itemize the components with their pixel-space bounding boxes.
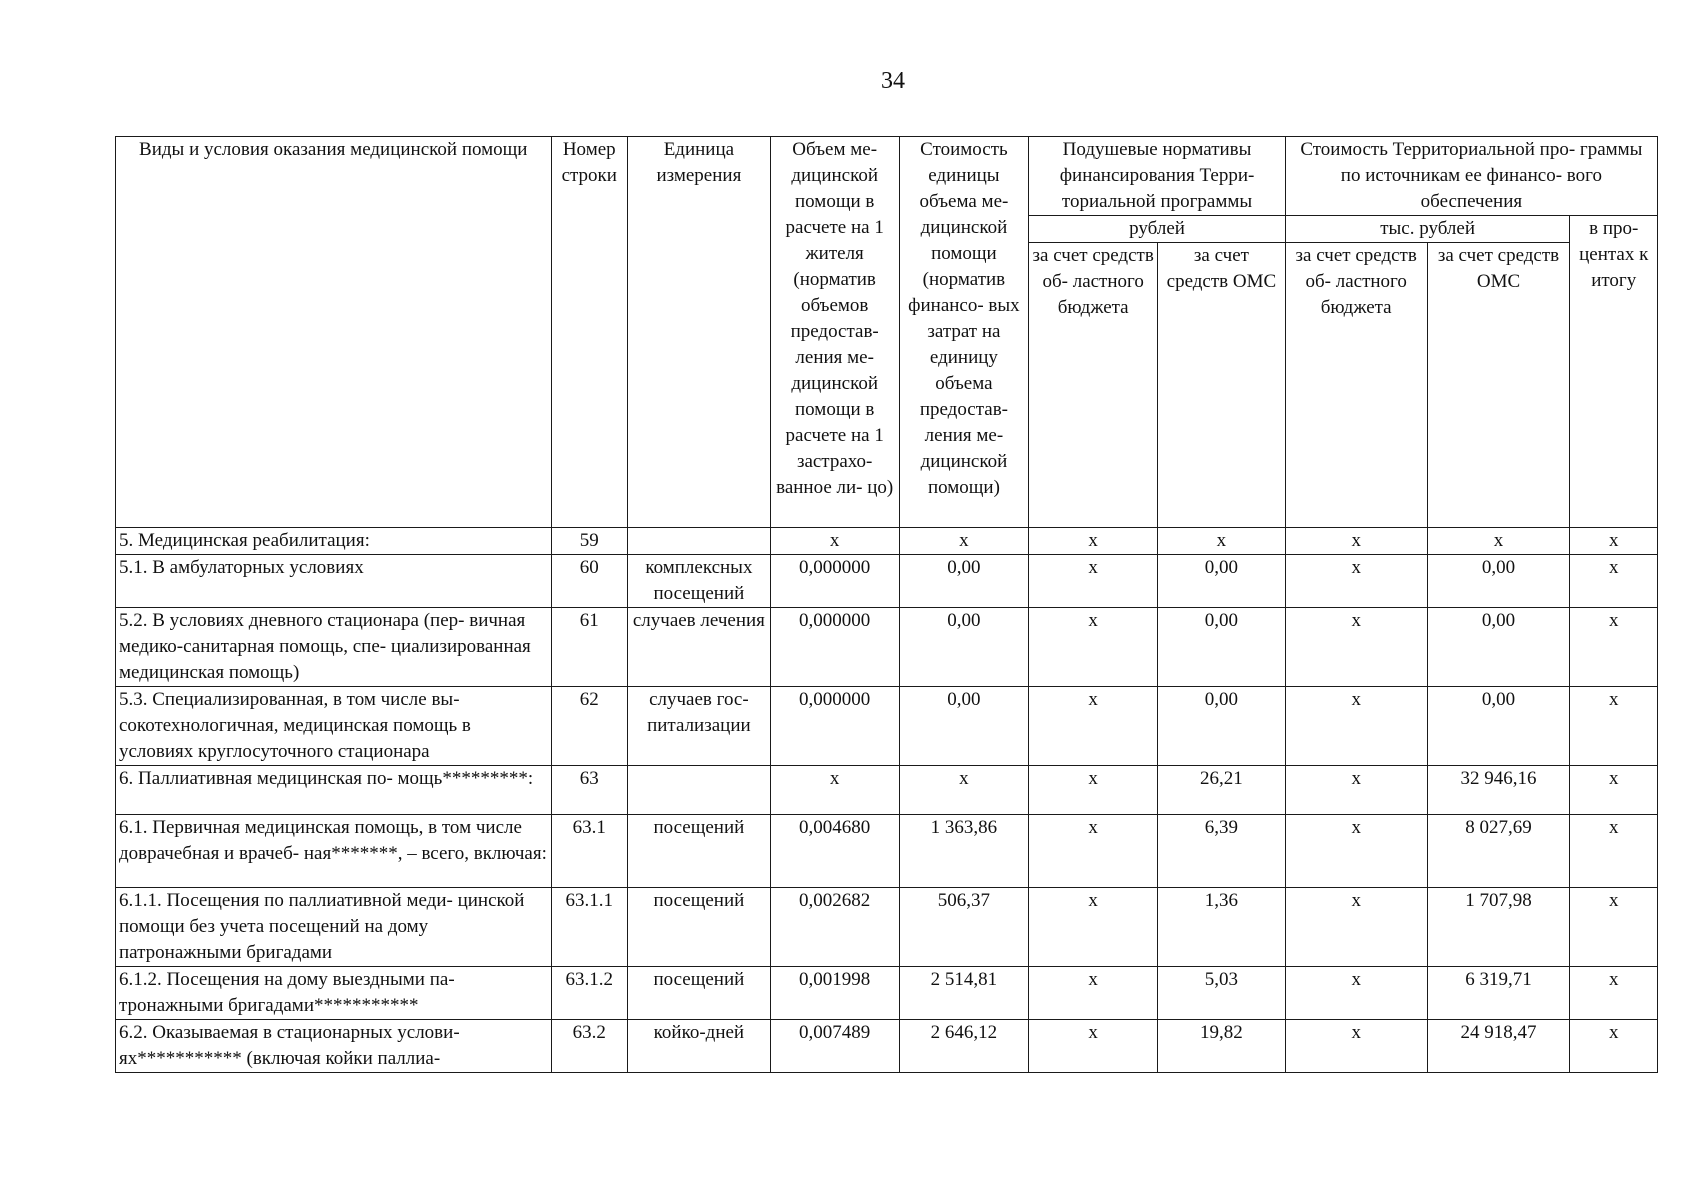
row-unit: посещений — [627, 888, 770, 967]
row-unit: посещений — [627, 815, 770, 888]
row-cost: 1 363,86 — [899, 815, 1029, 888]
row-per-capita-oms: 0,00 — [1158, 608, 1286, 687]
row-number: 60 — [551, 555, 627, 608]
header-program-cost: Стоимость Территориальной про- граммы по источникам ее финансо- вого обеспечения — [1285, 137, 1657, 216]
row-program-budget: х — [1285, 967, 1427, 1020]
header-volume: Объем ме- дицинской помощи в расчете на 1 жителя (норматив объемов предостав- ления ме- дицинской помощи в расчете на 1 застрахо- ванное ли- цо) — [770, 137, 899, 528]
row-program-budget: х — [1285, 888, 1427, 967]
row-program-budget: х — [1285, 608, 1427, 687]
row-per-capita-budget: х — [1029, 766, 1158, 815]
row-percent: х — [1570, 766, 1658, 815]
row-percent: х — [1570, 815, 1658, 888]
row-unit: койко-дней — [627, 1020, 770, 1073]
header-per-capita: Подушевые нормативы финансирования Терри- ториальной программы — [1029, 137, 1285, 216]
row-unit — [627, 766, 770, 815]
header-row — [116, 137, 1658, 216]
row-name: 6.1. Первичная медицинская помощь, в том числе доврачебная и врачеб- ная*******, – всего, включая: — [116, 815, 552, 888]
header-percent: в про- центах к итогу — [1570, 216, 1658, 528]
financing-table — [115, 136, 1658, 1073]
row-per-capita-oms: 0,00 — [1158, 555, 1286, 608]
header-cost: Стоимость единицы объема ме- дицинской помощи (норматив финансо- вых затрат на единицу объема предостав- ления ме- дицинской помощи) — [899, 137, 1029, 528]
row-program-budget: х — [1285, 1020, 1427, 1073]
row-volume: х — [770, 528, 899, 555]
row-cost: 506,37 — [899, 888, 1029, 967]
row-per-capita-budget: х — [1029, 555, 1158, 608]
row-percent: х — [1570, 608, 1658, 687]
table-row — [116, 528, 1658, 555]
row-program-budget: х — [1285, 555, 1427, 608]
row-number: 62 — [551, 687, 627, 766]
row-volume: 0,002682 — [770, 888, 899, 967]
row-percent: х — [1570, 687, 1658, 766]
row-unit: комплексных посещений — [627, 555, 770, 608]
row-program-oms: 0,00 — [1427, 555, 1570, 608]
row-number: 63.2 — [551, 1020, 627, 1073]
table-body — [116, 528, 1658, 1073]
row-program-budget: х — [1285, 528, 1427, 555]
header-oms-thousand: за счет средств ОМС — [1427, 243, 1570, 528]
row-number: 63.1 — [551, 815, 627, 888]
table-row — [116, 815, 1658, 888]
row-name: 6.1.1. Посещения по паллиативной меди- цинской помощи без учета посещений на дому патронажными бригадами — [116, 888, 552, 967]
header-oms-rub: за счет средств ОМС — [1158, 243, 1286, 528]
row-number: 61 — [551, 608, 627, 687]
row-unit: посещений — [627, 967, 770, 1020]
row-per-capita-budget: х — [1029, 888, 1158, 967]
header-budget-thousand: за счет средств об- ластного бюджета — [1285, 243, 1427, 528]
row-name: 6.1.2. Посещения на дому выездными па- тронажными бригадами*********** — [116, 967, 552, 1020]
row-per-capita-oms: 5,03 — [1158, 967, 1286, 1020]
row-volume: х — [770, 766, 899, 815]
row-per-capita-oms: 6,39 — [1158, 815, 1286, 888]
row-volume: 0,000000 — [770, 555, 899, 608]
row-percent: х — [1570, 1020, 1658, 1073]
row-unit: случаев лечения — [627, 608, 770, 687]
row-number: 63.1.1 — [551, 888, 627, 967]
row-per-capita-budget: х — [1029, 967, 1158, 1020]
table-row — [116, 687, 1658, 766]
header-unit: Единица измерения — [627, 137, 770, 528]
row-number: 63.1.2 — [551, 967, 627, 1020]
row-program-oms: 0,00 — [1427, 608, 1570, 687]
row-cost: х — [899, 528, 1029, 555]
row-program-oms: 8 027,69 — [1427, 815, 1570, 888]
row-per-capita-oms: х — [1158, 528, 1286, 555]
row-program-oms: 6 319,71 — [1427, 967, 1570, 1020]
row-cost: 0,00 — [899, 608, 1029, 687]
row-per-capita-oms: 1,36 — [1158, 888, 1286, 967]
table-row — [116, 967, 1658, 1020]
row-name: 5.2. В условиях дневного стационара (пер- вичная медико-санитарная помощь, спе- циализированная медицинская помощь) — [116, 608, 552, 687]
table-row — [116, 608, 1658, 687]
row-program-budget: х — [1285, 815, 1427, 888]
row-name: 5. Медицинская реабилитация: — [116, 528, 552, 555]
row-program-oms: 24 918,47 — [1427, 1020, 1570, 1073]
row-number: 59 — [551, 528, 627, 555]
table-row — [116, 1020, 1658, 1073]
header-row-number: Номер строки — [551, 137, 627, 528]
page-number: 34 — [881, 68, 905, 94]
row-per-capita-oms: 0,00 — [1158, 687, 1286, 766]
row-program-budget: х — [1285, 766, 1427, 815]
row-number: 63 — [551, 766, 627, 815]
row-per-capita-budget: х — [1029, 687, 1158, 766]
row-volume: 0,000000 — [770, 608, 899, 687]
row-per-capita-oms: 19,82 — [1158, 1020, 1286, 1073]
row-volume: 0,007489 — [770, 1020, 899, 1073]
row-per-capita-oms: 26,21 — [1158, 766, 1286, 815]
table-row — [116, 766, 1658, 815]
row-percent: х — [1570, 528, 1658, 555]
row-program-oms: 0,00 — [1427, 687, 1570, 766]
row-cost: 2 514,81 — [899, 967, 1029, 1020]
row-per-capita-budget: х — [1029, 1020, 1158, 1073]
row-program-oms: 1 707,98 — [1427, 888, 1570, 967]
row-per-capita-budget: х — [1029, 608, 1158, 687]
row-name: 6. Паллиативная медицинская по- мощь*********: — [116, 766, 552, 815]
row-cost: х — [899, 766, 1029, 815]
row-program-oms: х — [1427, 528, 1570, 555]
row-name: 5.1. В амбулаторных условиях — [116, 555, 552, 608]
row-program-oms: 32 946,16 — [1427, 766, 1570, 815]
row-per-capita-budget: х — [1029, 528, 1158, 555]
table-row — [116, 555, 1658, 608]
header-budget-rub: за счет средств об- ластного бюджета — [1029, 243, 1158, 528]
row-cost: 0,00 — [899, 555, 1029, 608]
row-volume: 0,004680 — [770, 815, 899, 888]
row-program-budget: х — [1285, 687, 1427, 766]
row-cost: 2 646,12 — [899, 1020, 1029, 1073]
row-name: 5.3. Специализированная, в том числе вы- сокотехнологичная, медицинская помощь в условиях круглосуточного стационара — [116, 687, 552, 766]
table-row — [116, 888, 1658, 967]
row-volume: 0,001998 — [770, 967, 899, 1020]
row-percent: х — [1570, 555, 1658, 608]
row-unit — [627, 528, 770, 555]
row-percent: х — [1570, 888, 1658, 967]
row-unit: случаев гос- питализации — [627, 687, 770, 766]
header-unit-thousand-rub: тыс. рублей — [1285, 216, 1570, 243]
row-name: 6.2. Оказываемая в стационарных услови- ях*********** (включая койки паллиа- — [116, 1020, 552, 1073]
row-cost: 0,00 — [899, 687, 1029, 766]
header-unit-rub: рублей — [1029, 216, 1285, 243]
row-per-capita-budget: х — [1029, 815, 1158, 888]
header-kind: Виды и условия оказания медицинской помощи — [116, 137, 552, 528]
row-volume: 0,000000 — [770, 687, 899, 766]
row-percent: х — [1570, 967, 1658, 1020]
